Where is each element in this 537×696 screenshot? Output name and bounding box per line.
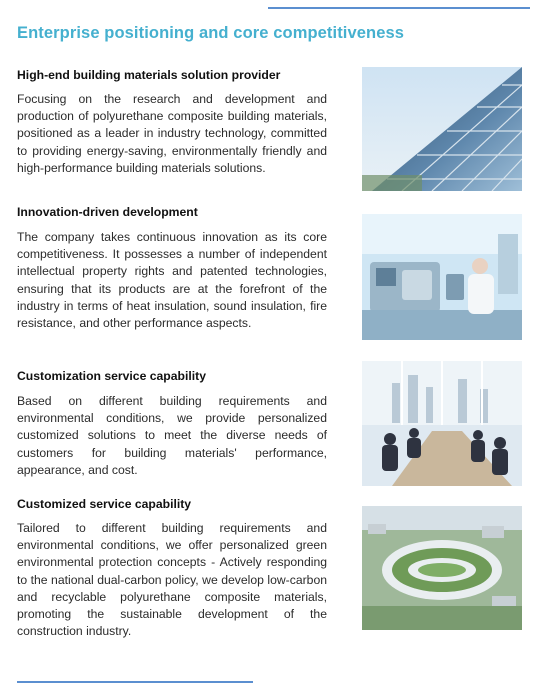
section-title-customization-service: Customization service capability <box>17 369 206 383</box>
business-meeting-image <box>362 361 522 486</box>
laboratory-image <box>362 214 522 340</box>
section-title-solution-provider: High-end building materials solution provider <box>17 68 281 82</box>
bottom-divider <box>17 681 253 683</box>
section-body-solution-provider: Focusing on the research and development and production of polyurethane composite building materials, positioned as a leader in industry technology, committed to providing energy-saving, environmentally friendly and high-performance building materials solutions. <box>17 92 327 175</box>
section-title-innovation: Innovation-driven development <box>17 205 198 219</box>
section-title-customized-service: Customized service capability <box>17 497 192 511</box>
glass-skyscraper-image <box>362 67 522 191</box>
green-campus-aerial-image <box>362 506 522 630</box>
section-body-customized-service: Tailored to different building requirements and environmental conditions, we offer personalized green environmental protection concepts - Actively responding to the national dual-carbon policy, we develop low-carbon and recyclable polyurethane composite materials, promoting the sustainable development of the construction industry. <box>17 521 327 639</box>
page-title: Enterprise positioning and core competitiveness <box>17 24 405 42</box>
section-body-customization-service: Based on different building requirements and environmental conditions, we provide personalized customized solutions to meet the diverse needs of customers for building materials' performance, appearance, and cost. <box>17 394 327 477</box>
section-body-innovation: The company takes continuous innovation as its core competitiveness. It possesses a number of independent intellectual property rights and patented technologies, ensuring that its products are at the forefront of the industry in terms of heat insulation, sound insulation, fire resistance, and other performance aspects. <box>17 230 327 331</box>
top-divider <box>268 7 530 9</box>
